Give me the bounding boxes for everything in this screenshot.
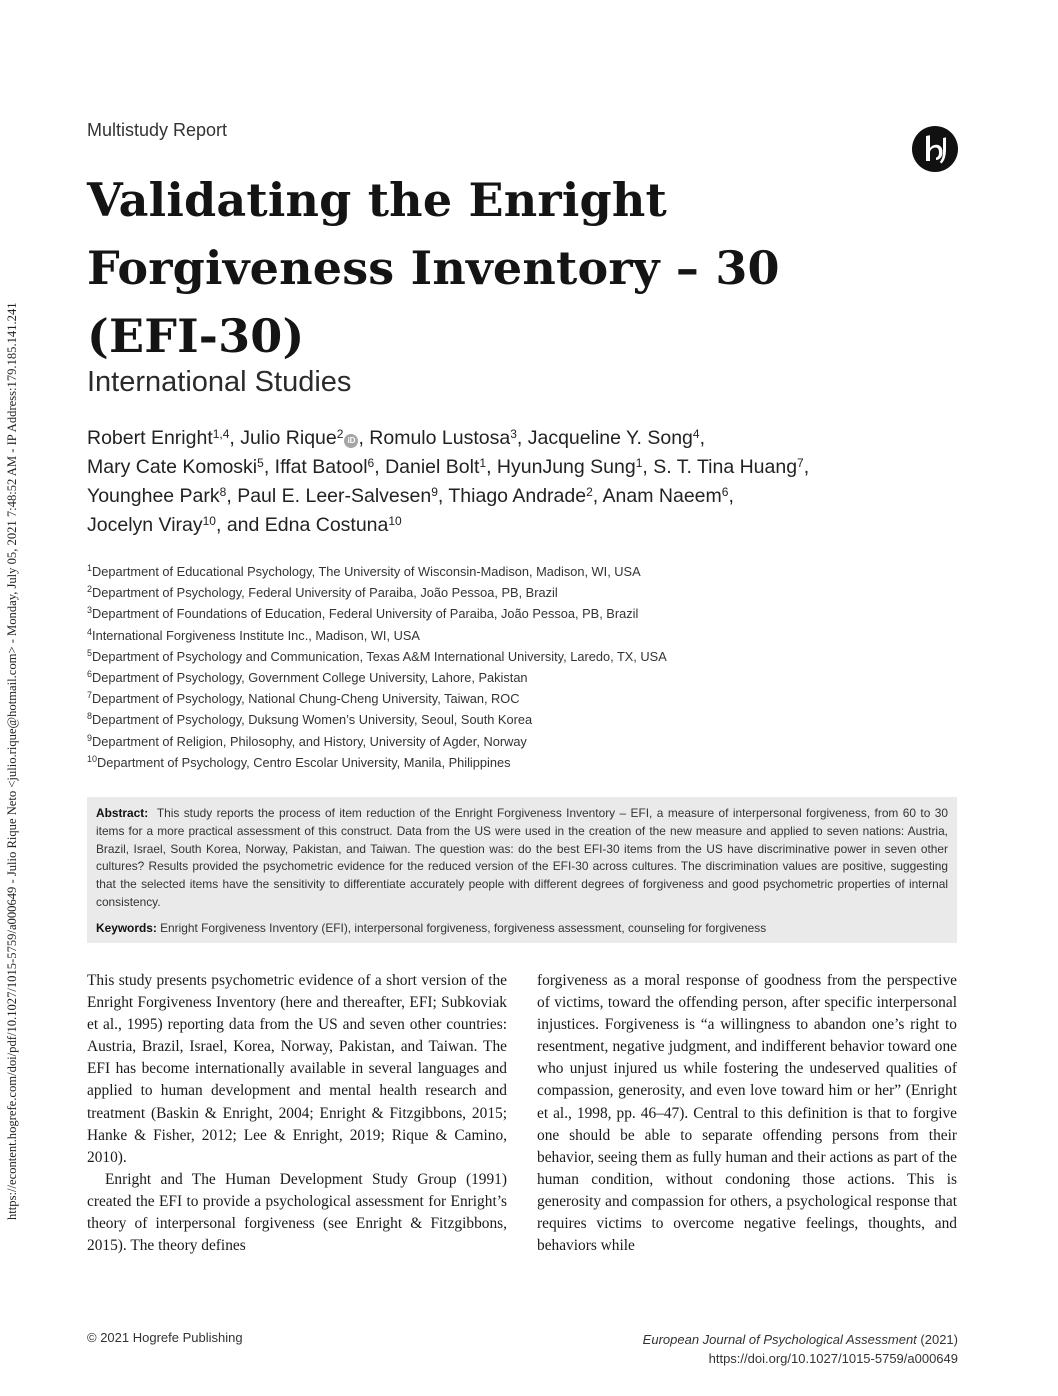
author: Iffat Batool$^6$, [274,456,386,478]
author: Thiago Andrade$^2$, [448,485,603,507]
abstract-text: Abstract: This study reports the process of item reduction of the Enright Forgiveness Inventory – EFI, a measure of interpersonal forgiveness, from 60 to 30 items for a more practical assessment of this construct. Data from the US were used in the creation of the new measure and applied to seven nations: Austria, Brazil, Israel, South Korea, Norway, Pakistan, and Taiwan. The question was: do the best EFI-30 items from the US have discriminative power in seven other cultures? Results provided the psychometric evidence for the reduced version of the EFI-30 across cultures. The discrimination values are positive, suggesting that the selected items have the sensitivity to differentiate accurately people with different degrees of forgiveness and good psychometric properties of internal consistency. [96,806,948,909]
body-paragraph: Enright and The Human Development Study Group (1991) created the EFI to provide a psychological assessment for Enright’s theory of interpersonal forgiveness (see Enright & Fitzgibbons, 2015). The theory defines [87,1170,507,1255]
hogrefe-logo-icon [912,126,958,172]
affiliation-item: $^5$Department of Psychology and Communication, Texas A&M International University, Laredo, TX, USA [87,647,667,664]
abstract-box [87,797,957,943]
author: Jocelyn Viray$^{10}$, and [87,514,265,536]
affiliation-item: $^7$Department of Psychology, National Chung-Cheng University, Taiwan, ROC [87,690,520,707]
doi-link[interactable]: https://doi.org/10.1027/1015-5759/a000649 [708,1351,958,1366]
author: Edna Costuna$^{10}$ [264,514,402,536]
author: Anam Naeem$^6$, [602,485,734,507]
author: Younghee Park$^8$, [87,485,238,507]
affiliation-item: $^2$Department of Psychology, Federal University of Paraiba, João Pessoa, PB, Brazil [87,584,558,601]
journal-name: European Journal of Psychological Assessment [642,1332,917,1347]
keywords-line: Keywords: Enright Forgiveness Inventory (EFI), interpersonal forgiveness, forgiveness assessment, counseling for forgiveness [96,920,767,935]
author: Julio Rique$^2$ iD , [240,427,370,449]
watermark-text: https://econtent.hogrefe.com/doi/pdf/10.1027/1015-5759/a000649 - Julio Rique Neto <julio.rique@hotmail.com> - Monday, July 05, 2021 7:48:52 AM - IP Address:179.185.141.241 [5,302,19,1220]
report-type-label: Multistudy Report [87,120,228,140]
author: S. T. Tina Huang$^7$, [653,456,810,478]
affiliation-item: $^3$Department of Foundations of Education, Federal University of Paraiba, João Pessoa, PB, Brazil [87,605,639,622]
journal-citation: European Journal of Psychological Assessment (2021) https://doi.org/10.1027/1015-5759/a000649 [642,1332,958,1366]
affiliation-item: $^{10}$Department of Psychology, Centro Escolar University, Manila, Philippines [87,753,511,770]
copyright-notice: © 2021 Hogrefe Publishing [87,1330,243,1345]
affiliation-item: $^4$International Forgiveness Institute Inc., Madison, WI, USA [87,626,420,643]
author: Mary Cate Komoski$^5$, [87,456,275,478]
author: Daniel Bolt$^1$, [385,456,497,478]
orcid-icon[interactable]: iD [344,434,358,448]
affiliation-item: $^1$Department of Educational Psychology, The University of Wisconsin-Madison, Madison, WI, USA [87,563,641,579]
download-watermark [0,0,25,1396]
keywords-label: Keywords: [96,920,157,935]
article-subtitle: International Studies [87,366,352,398]
affiliation-list [87,561,967,773]
body-column-right [537,970,957,1257]
article-title: Validating the Enright Forgiveness Inventory – 30 (EFI-30) [87,173,780,363]
author: Jacqueline Y. Song$^4$, [527,427,706,449]
affiliation-item: $^8$Department of Psychology, Duksung Women’s University, Seoul, South Korea [87,711,533,728]
author-list [87,424,957,540]
author: Romulo Lustosa$^3$, [369,427,528,449]
author: Paul E. Leer-Salvesen$^9$, [237,485,449,507]
affiliation-item: $^9$Department of Religion, Philosophy, and History, University of Agder, Norway [87,732,527,749]
body-paragraph: forgiveness as a moral response of goodness from the perspective of victims, toward the offending person, after specific interpersonal injustices. Forgiveness is “a willingness to abandon one’s right to resentment, negative judgment, and indifferent behavior toward one who unjust injured us while fostering the undeserved qualities of compassion, generosity, and even love toward him or her” (Enright et al., 1998, pp. 46–47). Central to this definition is that to forgive one should be able to separate offending persons from their behavior, seeing them as fully human and their actions as part of the human condition, without condoning those actions. This is generosity and compassion for others, a psychological response that requires victims to overcome negative feelings, thoughts, and behaviors while [537,972,957,1255]
body-paragraph: This study presents psychometric evidence of a short version of the Enright Forgiveness Inventory (here and thereafter, EFI; Subkoviak et al., 1995) reporting data from the US and seven other countries: Austria, Brazil, Israel, Korea, Norway, Pakistan, and Taiwan. The EFI has become internationally available in several languages and applied to human development and mental health research and treatment (Baskin & Enright, 2004; Enright & Fitzgibbons, 2015; Hanke & Fisher, 2012; Lee & Enright, 2019; Rique & Camino, 2010). [87,972,507,1166]
author: HyunJung Sung$^1$, [496,456,654,478]
abstract-label: Abstract: [96,806,149,820]
author: Robert Enright$^{1,4}$, [87,427,241,449]
affiliation-item: $^6$Department of Psychology, Government College University, Lahore, Pakistan [87,669,528,686]
body-column-left [87,970,507,1257]
